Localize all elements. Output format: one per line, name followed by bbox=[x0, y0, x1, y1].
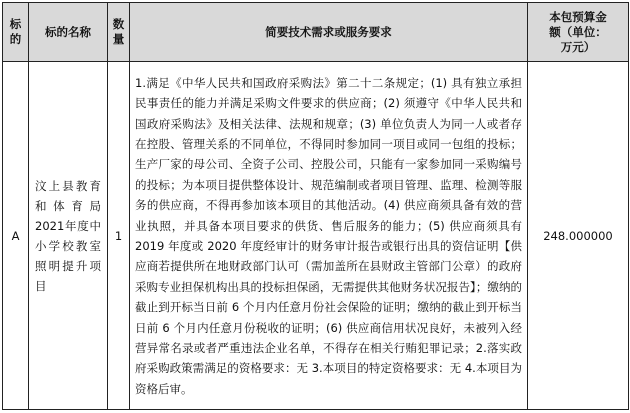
cell-budget: 248.000000 bbox=[528, 62, 629, 410]
cell-name: 汶上县教育和体育局2021年度中小学校教室照明提升项目 bbox=[29, 62, 108, 410]
header-name: 标的名称 bbox=[29, 3, 108, 62]
cell-id: A bbox=[3, 62, 29, 410]
header-qty: 数量 bbox=[108, 3, 130, 62]
header-id: 标的 bbox=[3, 3, 29, 62]
header-row bbox=[3, 3, 629, 62]
header-requirements: 简要技术需求或服务要求 bbox=[130, 3, 528, 62]
header-budget bbox=[528, 3, 629, 62]
header-budget-line3: 万元） bbox=[560, 39, 596, 54]
cell-requirements: 1.满足《中华人民共和国政府采购法》第二十二条规定；(1) 具有独立承担民事责任的能力并满足采购文件要求的供应商；(2) 须遵守《中华人民共和国政府采购法》及相关法律、法规和规章；(3) 单位负责人为同一人或者存在控股、管理关系的不同单位，不得同时参加同一项目或同一包组的投标；生产厂家的母公司、全资子公司、控股公司，只能有一家参加同一采购编号的投标；为本项目提供整体设计、规范编制或者项目管理、监理、检测等服务的供应商，不得再参加该本项目的其他活动。(4) 供应商须具备有效的营业执照，并具备本项目要求的供货、售后服务的能力；(5) 供应商须具有 2019 年度或 2020 年度经审计的财务审计报告或银行出具的资信证明【供应商若提供所在地财政部门认可（需加盖所在县财政主管部门公章）的政府采购专业担保机构出具的投标担保函，无需提供其他财务状况报告】；缴纳的截止到开标当日前 6 个月内任意月份社会保险的证明；缴纳的截止到开标当日前 6 个月内任意月份税收的证明；(6) 供应商信用状况良好，未被列入经营异常名录或者严重违法企业名单，不得存在相关行贿犯罪记录；2.落实政府采购政策需满足的资格要求：无 3.本项目的特定资格要求：无 4.本项目为资格后审。 bbox=[130, 62, 528, 410]
table-row bbox=[3, 62, 629, 410]
header-budget-line1: 本包预算金 bbox=[549, 9, 607, 24]
header-budget-line2: 额（单位： bbox=[549, 24, 607, 39]
procurement-table bbox=[2, 2, 629, 410]
cell-qty: 1 bbox=[108, 62, 130, 410]
